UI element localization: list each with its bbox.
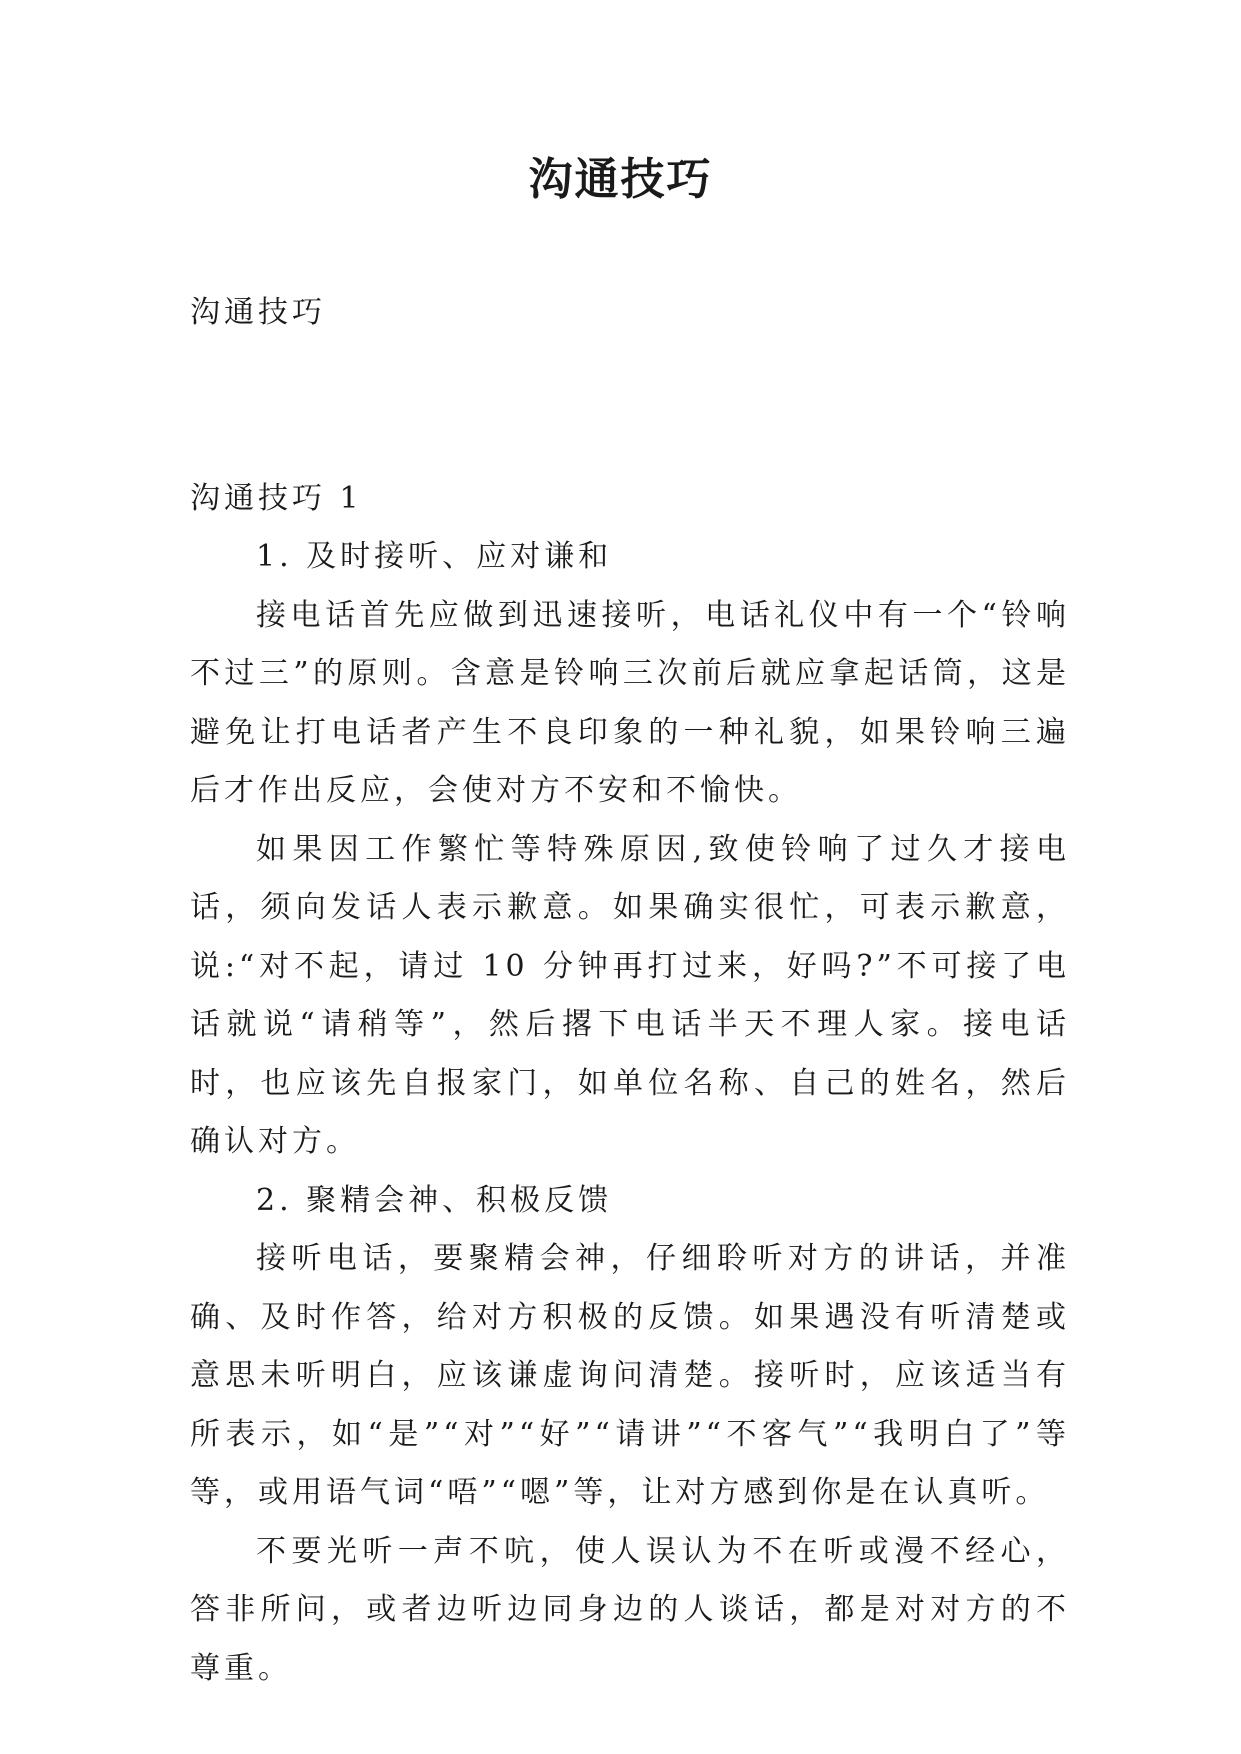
paragraph: 接听电话，要聚精会神，仔细聆听对方的讲话，并准确、及时作答，给对方积极的反馈。如果遇没有听清楚或意思未听明白，应该谦虚询问清楚。接听时，应该适当有所表示，如“是”“对”“好”“请讲”“不客气”“我明白了”等等，或用语气词“唔”“嗯”等，让对方感到你是在认真听。 (190, 1241, 1070, 1510)
item-heading-2: 2. 聚精会神、积极反馈 (256, 1182, 613, 1218)
document-body (190, 528, 1070, 1698)
item-heading-1: 1. 及时接听、应对谦和 (256, 539, 613, 574)
document-subtitle: 沟通技巧 (190, 295, 326, 330)
paragraph: 不要光听一声不吭，使人误认为不在听或漫不经心，答非所问，或者边听边同身边的人谈话，都是对对方的不尊重。 (190, 1533, 1070, 1686)
paragraph: 接电话首先应做到迅速接听，电话礼仪中有一个“铃响不过三”的原则。含意是铃响三次前后就应拿起话筒，这是避免让打电话者产生不良印象的一种礼貌，如果铃响三遍后才作出反应，会使对方不安和不愉快。 (190, 597, 1070, 808)
paragraph: 如果因工作繁忙等特殊原因,致使铃响了过久才接电话，须向发话人表示歉意。如果确实很忙，可表示歉意，说:“对不起，请过 10 分钟再打过来，好吗?”不可接了电话就说“请稍等”，然后撂下电话半天不理人家。接电话时，也应该先自报家门，如单位名称、自己的姓名，然后确认对方。 (190, 831, 1070, 1159)
document-title: 沟通技巧 (528, 154, 713, 205)
section-heading: 沟通技巧 1 (190, 481, 363, 516)
